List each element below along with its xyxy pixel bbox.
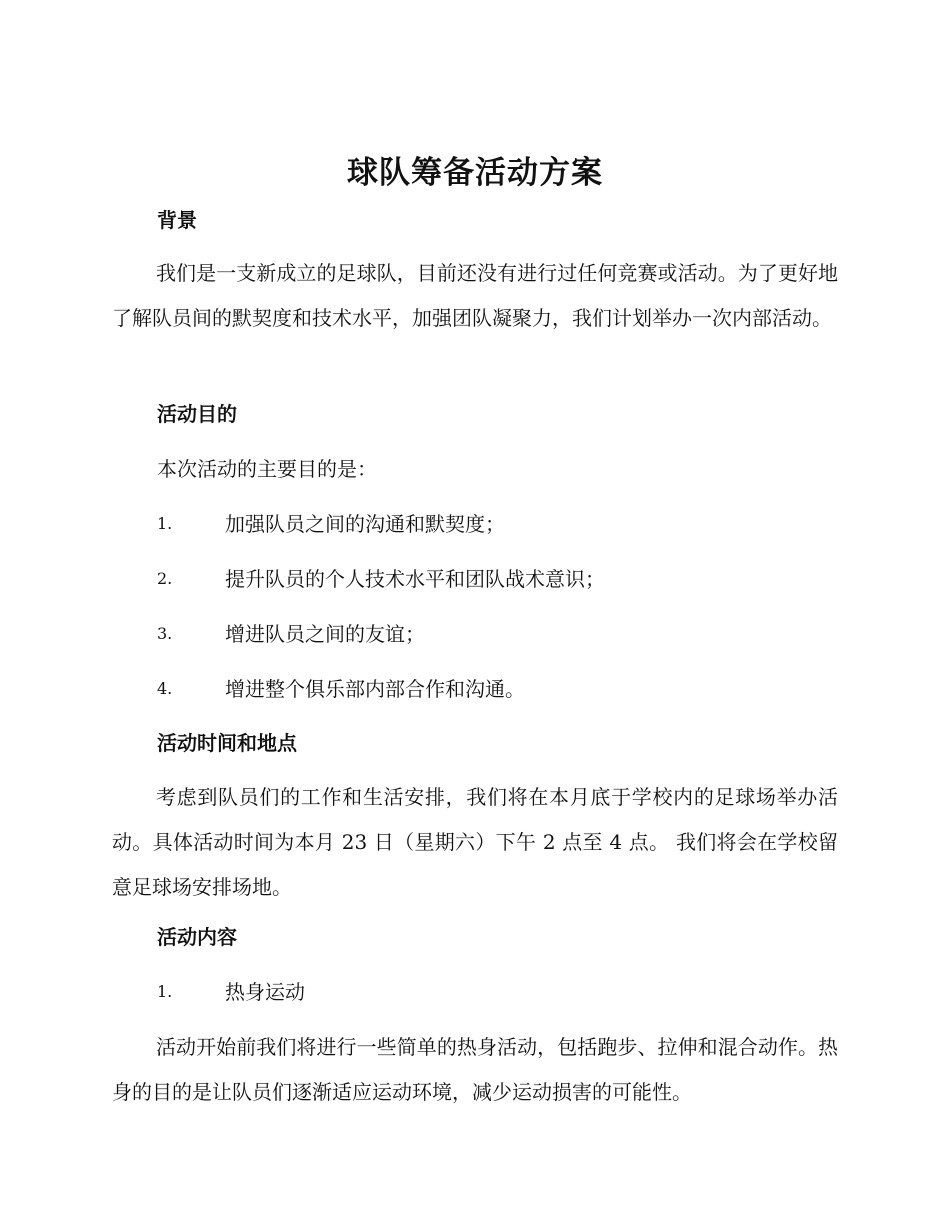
section-heading-purpose: 活动目的 [157,402,237,426]
background-paragraph: 我们是一支新成立的足球队，目前还没有进行过任何竞赛或活动。为了更好地了解队员间的默契度和技术水平，加强团队凝聚力，我们计划举办一次内部活动。 [112,261,838,330]
list-item [157,619,837,649]
warmup-paragraph: 活动开始前我们将进行一些简单的热身活动，包括跑步、拉伸和混合动作。热身的目的是让队员们逐渐适应运动环境，减少运动损害的可能性。 [112,1035,838,1104]
section-heading-time-location: 活动时间和地点 [157,731,297,755]
list-text: 增进队员之间的友谊； [225,622,425,646]
time-location-paragraph: 考虑到队员们的工作和生活安排，我们将在本月底于学校内的足球场举办活动。具体活动时间为本月 23 日（星期六）下午 2 点至 4 点。 我们将会在学校留意足球场安排场地。 [112,785,838,899]
list-item [157,564,837,594]
purpose-intro: 本次活动的主要目的是： [157,457,377,481]
list-item [157,977,837,1007]
document-title: 球队筹备活动方案 [347,155,603,191]
list-item [157,509,837,539]
list-number: 1. [157,514,173,533]
section-heading-background: 背景 [157,208,197,232]
list-number: 3. [157,624,173,643]
list-number: 4. [157,679,173,698]
list-text: 提升队员的个人技术水平和团队战术意识； [225,567,605,591]
list-text: 热身运动 [225,980,305,1004]
list-number: 1. [157,982,173,1001]
list-text: 增进整个俱乐部内部合作和沟通。 [225,677,525,701]
list-number: 2. [157,569,173,588]
section-heading-content: 活动内容 [157,925,237,949]
list-item [157,674,837,704]
list-text: 加强队员之间的沟通和默契度； [225,512,505,536]
